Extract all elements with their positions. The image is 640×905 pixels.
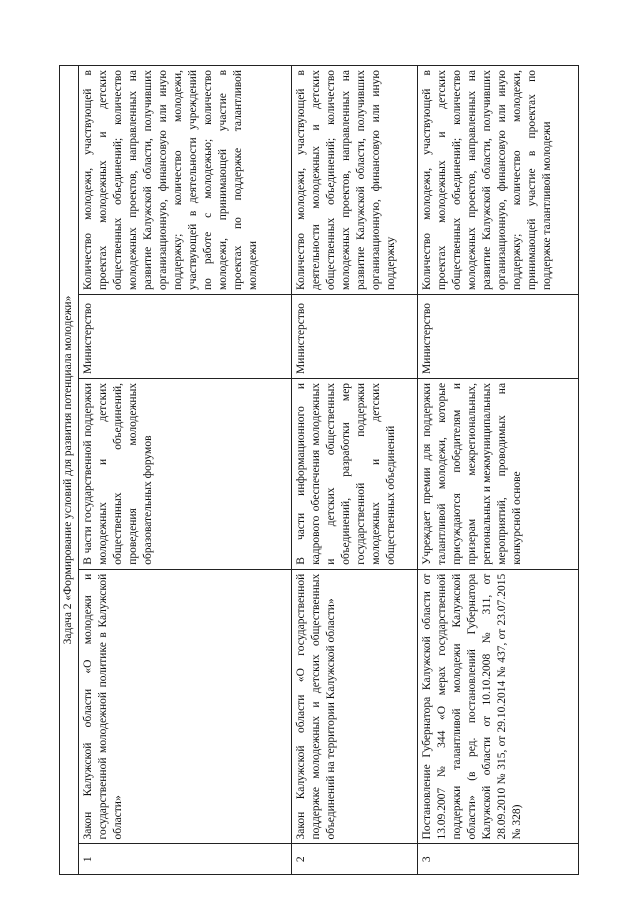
table-row: [291, 66, 417, 875]
table-row: [79, 66, 292, 875]
indicator-cell: Количество молодежи, участвующей в проектах молодежных и детских общественных объединений; количество молодежных проектов, направленных на развитие Калужской области, получивших организационную, финансовую или иную поддержку; количество молодежи, принимающей участие в проектах по поддержке талантливой молодежи: [418, 66, 579, 295]
executor-cell: Министерство: [291, 295, 417, 379]
row-number: 2: [291, 844, 417, 875]
table-row: [418, 66, 579, 875]
row-number: 3: [418, 844, 579, 875]
legal-acts-table: [59, 65, 579, 875]
document-cell: Постановление Губернатора Калужской области от 13.09.2007 № 344 «О мерах государственной поддержки талантливой молодежи Калужской области» (в ред. постановлений Губернатора Калужской области от 10.10.2008 № 311, от 28.09.2010 № 315, от 29.10.2014 № 437, от 23.07.2015 № 328): [418, 569, 579, 844]
content-cell: В части государственной поддержки молодежных и детских общественных объединений, проведения молодежных образовательных форумов: [79, 378, 292, 569]
document-cell: Закон Калужской области «О молодежи и государственной молодежной политике в Калужской области»: [79, 569, 292, 844]
task-header-row: [60, 66, 79, 875]
executor-cell: Министерство: [418, 295, 579, 379]
indicator-cell: Количество молодежи, участвующей в деятельности молодежных и детских общественных объединений; количество молодежных проектов, направленных на развитие Калужской области, получивших организационную, финансовую или иную поддержку: [291, 66, 417, 295]
task-header: Задача 2 «Формирование условий для развития потенциала молодежи»: [60, 66, 79, 875]
executor-cell: Министерство: [79, 295, 292, 379]
rotated-table-page: [59, 65, 579, 875]
document-cell: Закон Калужской области «О государственной поддержке молодежных и детских общественных объединений на территории Калужской области»: [291, 569, 417, 844]
row-number: 1: [79, 844, 292, 875]
content-cell: Учреждает премии для поддержки талантливой молодежи, которые присуждаются победителям и призерам межрегиональных, региональных и межмуниципальных мероприятий, проводимых на конкурсной основе: [418, 378, 579, 569]
content-cell: В части информационного и кадрового обеспечения молодежных и детских общественных объединений, разработки мер государственной поддержки молодежных и детских общественных объединений: [291, 378, 417, 569]
indicator-cell: Количество молодежи, участвующей в проектах молодежных и детских общественных объединений; количество молодежных проектов, направленных на развитие Калужской области, получивших организационную, финансовую или иную поддержку; количество молодежи, участвующей в деятельности учреждений по работе с молодежью; количество молодежи, принимающей участие в проектах по поддержке талантливой молодежи: [79, 66, 292, 295]
